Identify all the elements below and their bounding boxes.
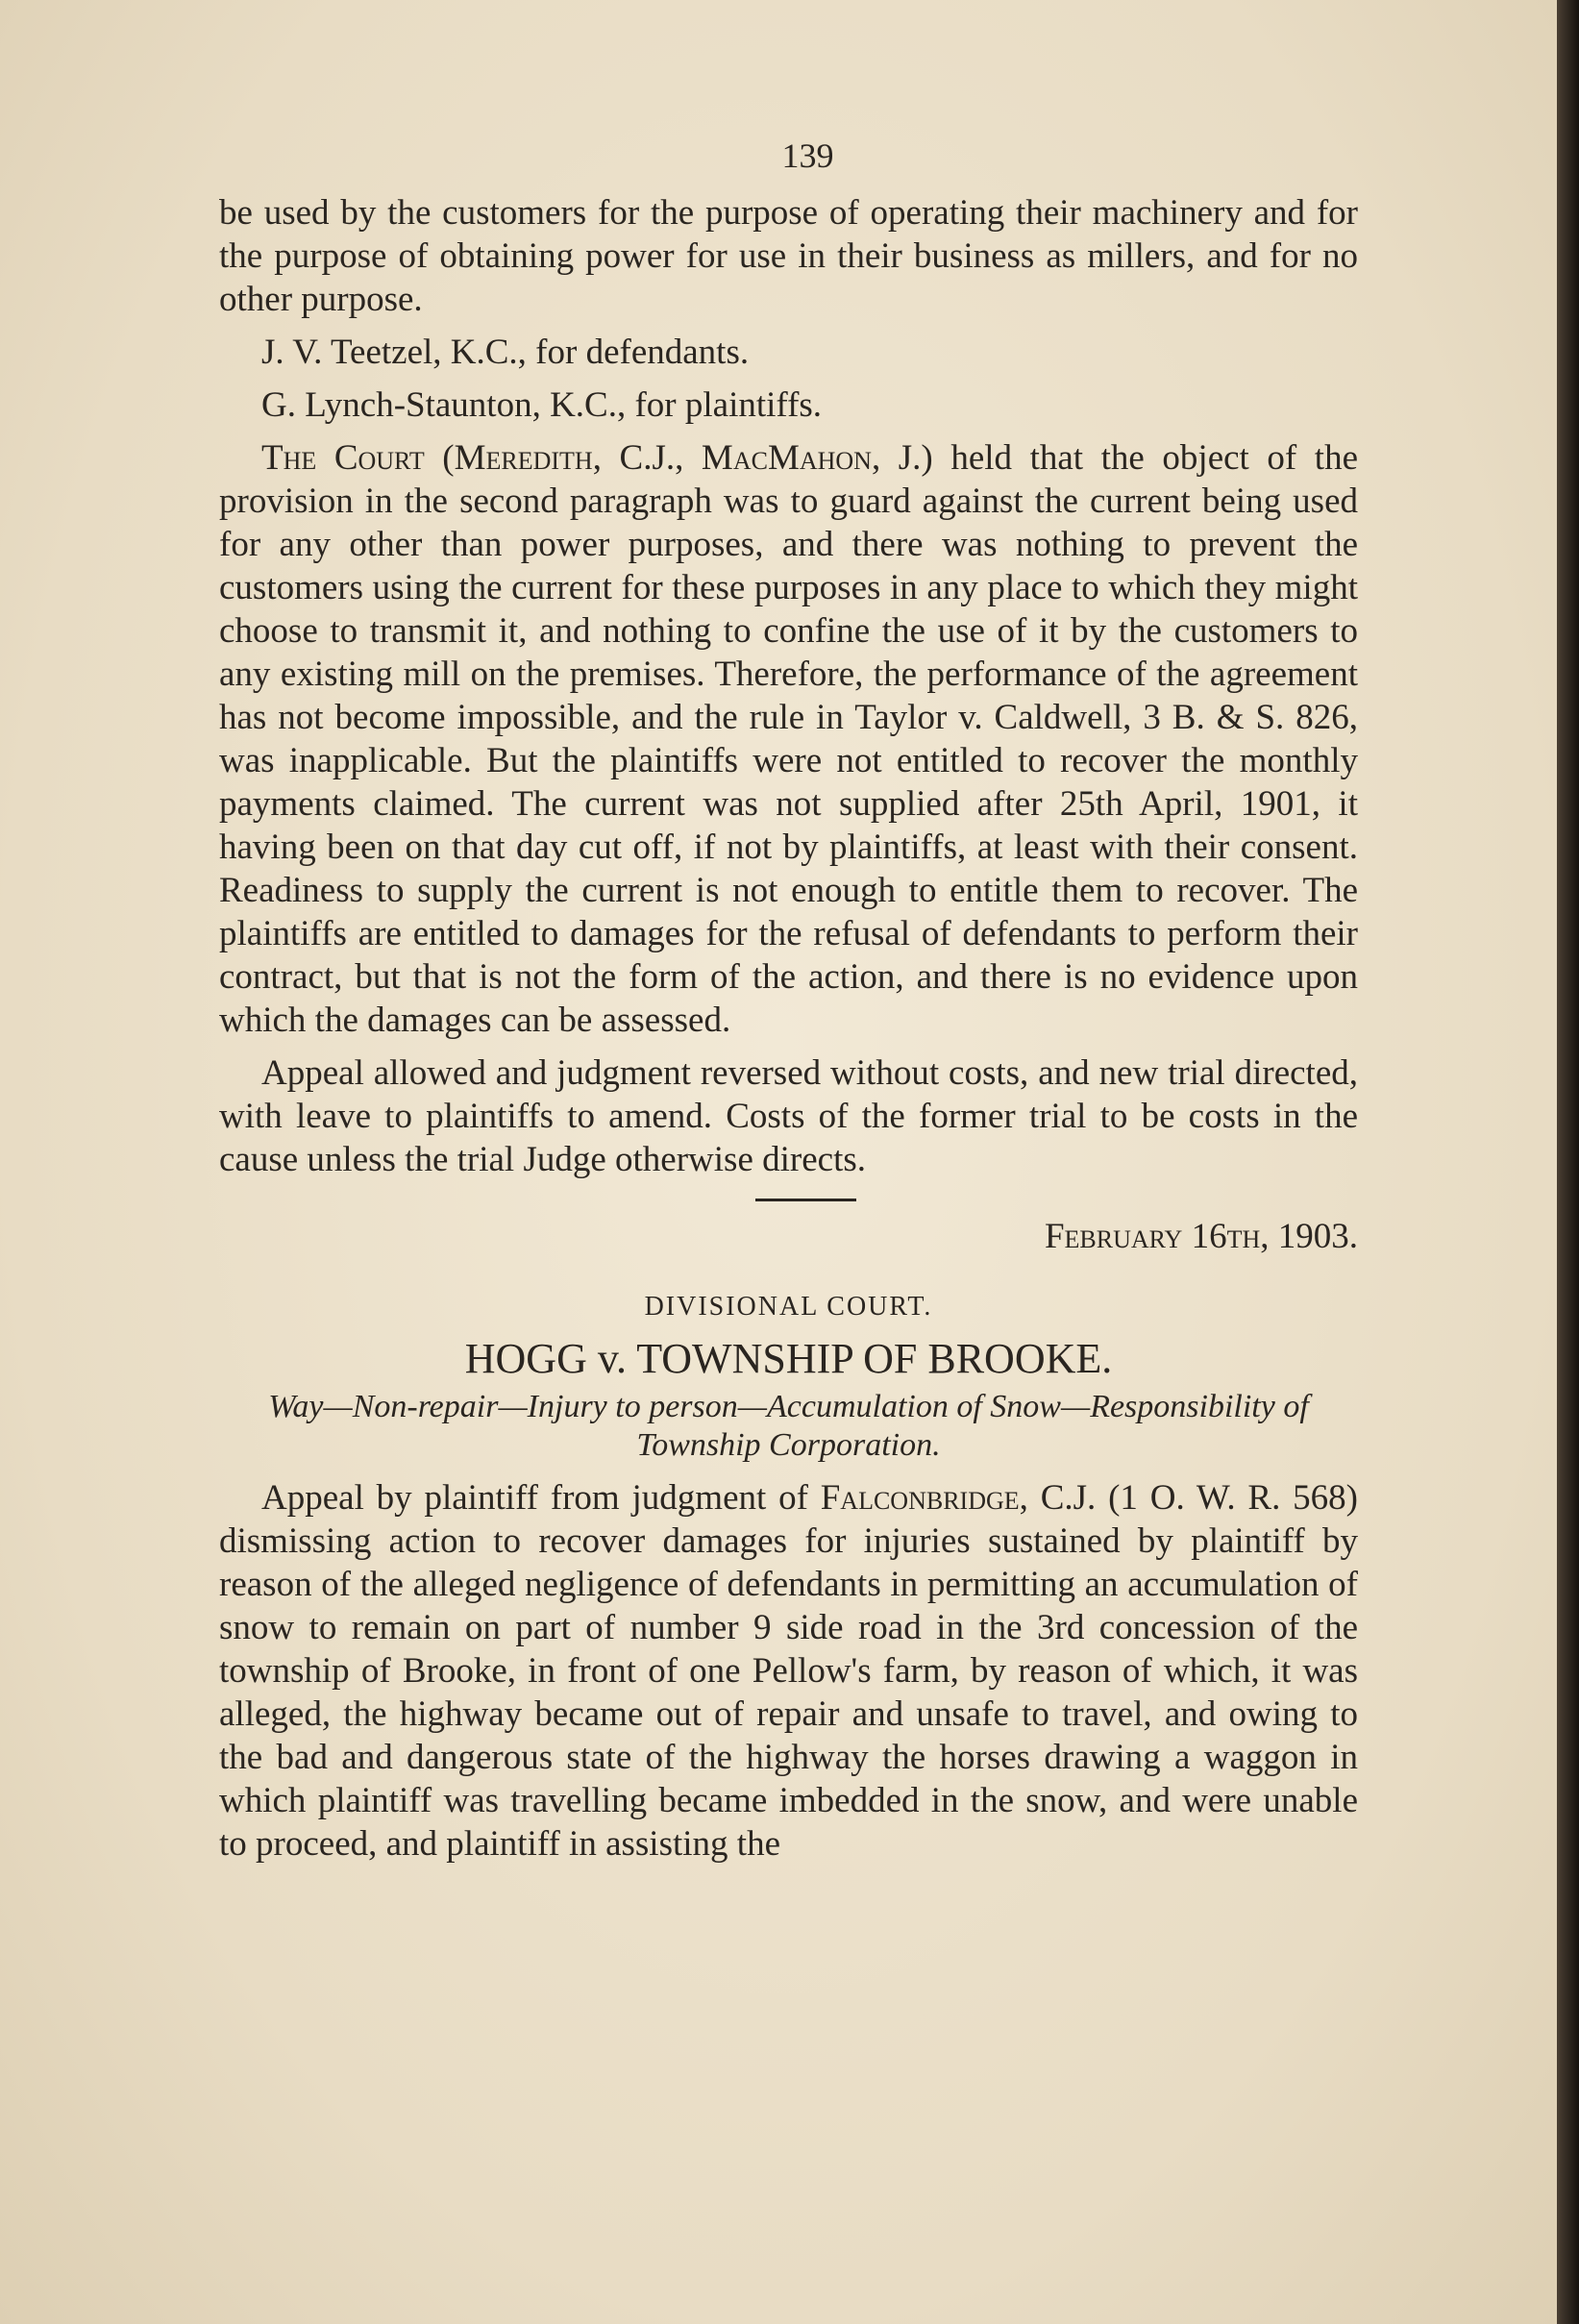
appeal-judge: Falconbridge: [820, 1478, 1020, 1518]
appeal-paragraph: [219, 1476, 1358, 1866]
disposition: Appeal allowed and judgment reversed without costs, and new trial directed, with leave to plaintiffs to amend. Costs of the former trial to be costs in the cause unless the trial Judge otherwise directs.: [219, 1053, 1358, 1179]
court-name: DIVISIONAL COURT.: [644, 1292, 933, 1322]
court-holding-body: held that the object of the provision in the second paragraph was to guard against the current being used for any other than power purposes, and there was nothing to prevent the customers using the current for these purposes in any place to which they might choose to transmit it, and nothing to confine the use of it by the customers to any existing mill on the premises. Therefore, the performance of the agreement has not become impossible, and the rule in Taylor v. Caldwell, 3 B. & S. 826, was inapplicable. But the plaintiffs were not entitled to recover the monthly payments claimed. The current was not supplied after 25th April, 1901, it having been on that day cut off, if not by plaintiffs, at least with their consent. Readiness to supply the current is not enough to entitle them to recover. The plaintiffs are entitled to damages for the refusal of defendants to perform their contract, but that is not the form of the action, and there is no evidence upon which the damages can be assessed.: [219, 438, 1358, 1040]
case-title: HOGG v. TOWNSHIP OF BROOKE.: [464, 1335, 1113, 1382]
headnote: Way—Non-repair—Injury to person—Accumulation of Snow—Responsibility of Township Corporation.: [268, 1389, 1309, 1463]
paragraph-continuation: be used by the customers for the purpose of operating their machinery and for the purpose of obtaining power for use in their business as millers, and for no other purpose.: [219, 193, 1358, 319]
page-number: 139: [781, 136, 834, 175]
appeal-body: , C.J. (1 O. W. R. 568) dismissing action to recover damages for injuries sustained by plaintiff by reason of the alleged negligence of defendants in permitting an accumulation of snow to remain on part of number 9 side road in the 3rd concession of the township of Brooke, in front of one Pellow's farm, by reason of which, it was alleged, the highway became out of repair and unsafe to travel, and owing to the bad and dangerous state of the highway the horses drawing a waggon in which plaintiff was travelling became imbedded in the snow, and were unable to proceed, and plaintiff in assisting the: [219, 1478, 1358, 1864]
counsel-defendants: J. V. Teetzel, K.C., for defendants.: [261, 333, 750, 372]
court-holding: [219, 436, 1358, 1042]
appeal-intro: Appeal by plaintiff from judgment of: [261, 1478, 821, 1518]
decision-date: February 16th, 1903.: [1044, 1217, 1358, 1256]
book-gutter: [1557, 0, 1579, 2324]
section-divider: [755, 1199, 856, 1201]
court-opening: The Court (Meredith, C.J., MacMahon, J.): [261, 438, 933, 478]
counsel-plaintiffs: G. Lynch-Staunton, K.C., for plaintiffs.: [261, 385, 823, 425]
page-text: [219, 135, 1358, 1875]
